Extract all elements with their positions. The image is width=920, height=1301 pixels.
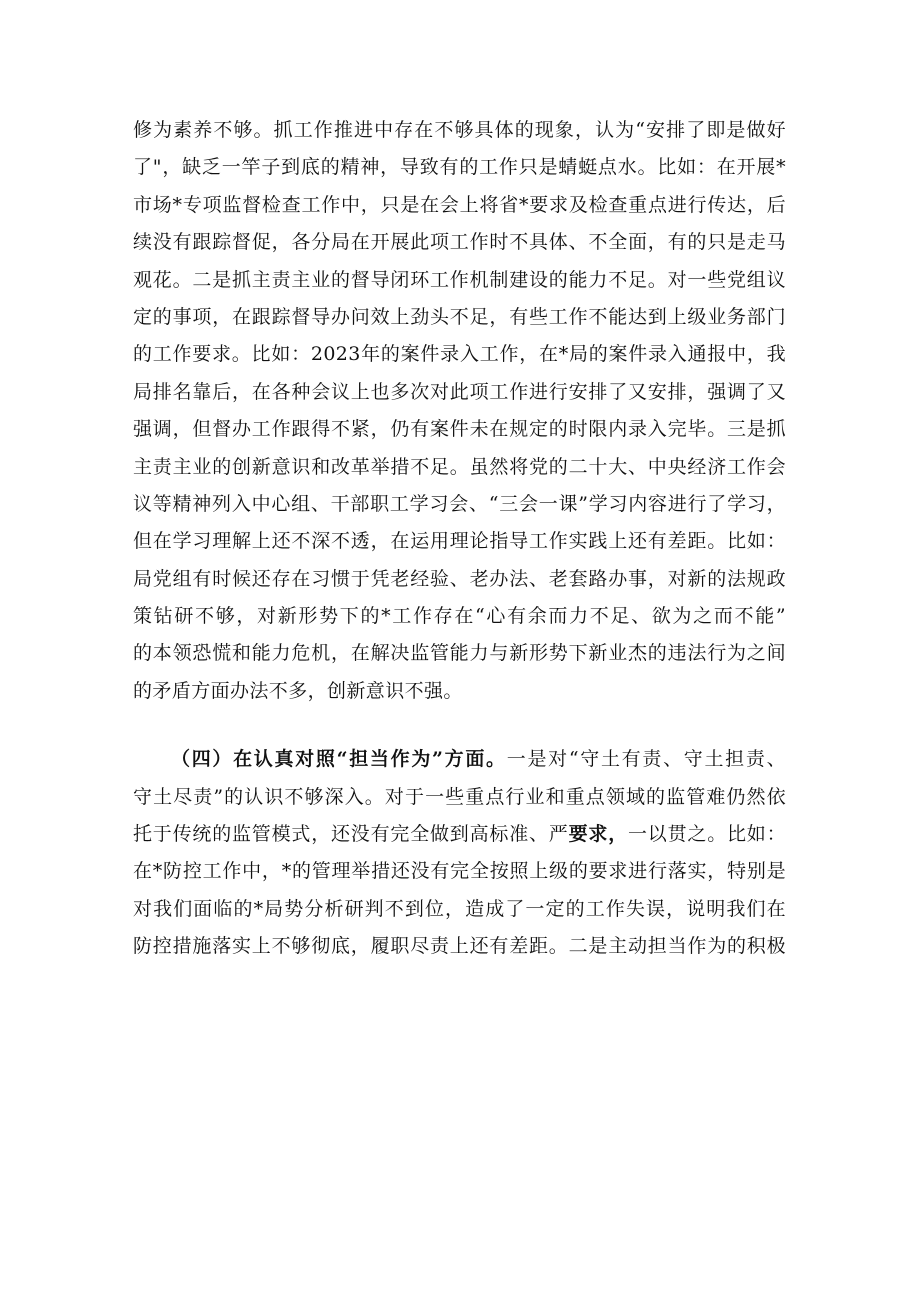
text-line [133,816,786,853]
document-body [133,112,786,966]
section-heading: （四）在认真对照“担当作为”方面。 [171,748,507,771]
text-line: 续没有跟踪督促，各分局在开展此项工作时不具体、不全面，有的只是走马 [133,231,786,254]
text-line: 市场*专项监督检查工作中，只是在会上将省*要求及检查重点进行传达，后 [133,193,786,216]
text-run: 一是对“守土有责、守土担责、 [506,748,786,771]
text-run: 一以贯之。比如： [628,823,786,846]
text-line: 了"，缺乏一竿子到底的精神，导致有的工作只是蜻蜓点水。比如：在开展* [133,156,786,179]
text-line [133,741,786,778]
text-line: 但在学习理解上还不深不透，在运用理论指导工作实践上还有差距。比如： [133,530,786,553]
bold-text-run: 要求， [568,823,628,846]
text-line: 守土尽责”的认识不够深入。对于一些重点行业和重点领域的监管难仍然依 [133,785,786,808]
text-line: 在*防控工作中，*的管理举措还没有完全按照上级的要求进行落实，特别是 [133,860,786,883]
text-line: 观花。二是抓主责主业的督导闭环工作机制建设的能力不足。对一些党组议 [133,268,786,291]
text-line: 防控措施落实上不够彻底，履职尽责上还有差距。二是主动担当作为的积极 [133,935,786,958]
text-line: 局排名靠后，在各种会议上也多次对此项工作进行安排了又安排，强调了又 [133,380,786,403]
text-line: 议等精神列入中心组、干部职工学习会、“三会一课”学习内容进行了学习， [133,492,786,515]
text-line: 对我们面临的*局势分析研判不到位，造成了一定的工作失误，说明我们在 [133,897,786,920]
text-line: 的矛盾方面办法不多，创新意识不强。 [133,679,463,702]
text-line: 策钻研不够，对新形势下的*工作存在“心有余而力不足、欲为之而不能” [133,605,786,628]
text-line: 的工作要求。比如：2023年的案件录入工作，在*局的案件录入通报中，我 [133,343,786,366]
paragraph-2 [133,741,786,965]
text-line: 局党组有时候还存在习惯于凭老经验、老办法、老套路办事，对新的法规政 [133,567,786,590]
text-line: 主责主业的创新意识和改革举措不足。虽然将党的二十大、中央经济工作会 [133,455,786,478]
text-line: 强调，但督办工作跟得不紧，仍有案件未在规定的时限内录入完毕。三是抓 [133,418,786,441]
text-line: 修为素养不够。抓工作推进中存在不够具体的现象，认为“安排了即是做好 [133,119,786,141]
text-line: 的本领恐慌和能力危机，在解决监管能力与新形势下新业杰的违法行为之间 [133,642,786,665]
text-line: 定的事项，在跟踪督导办问效上劲头不足，有些工作不能达到上级业务部门 [133,305,786,328]
paragraph-spacer [133,710,786,741]
paragraph-1 [133,112,786,710]
text-run: 托于传统的监管模式，还没有完全做到高标准、严 [133,823,569,846]
